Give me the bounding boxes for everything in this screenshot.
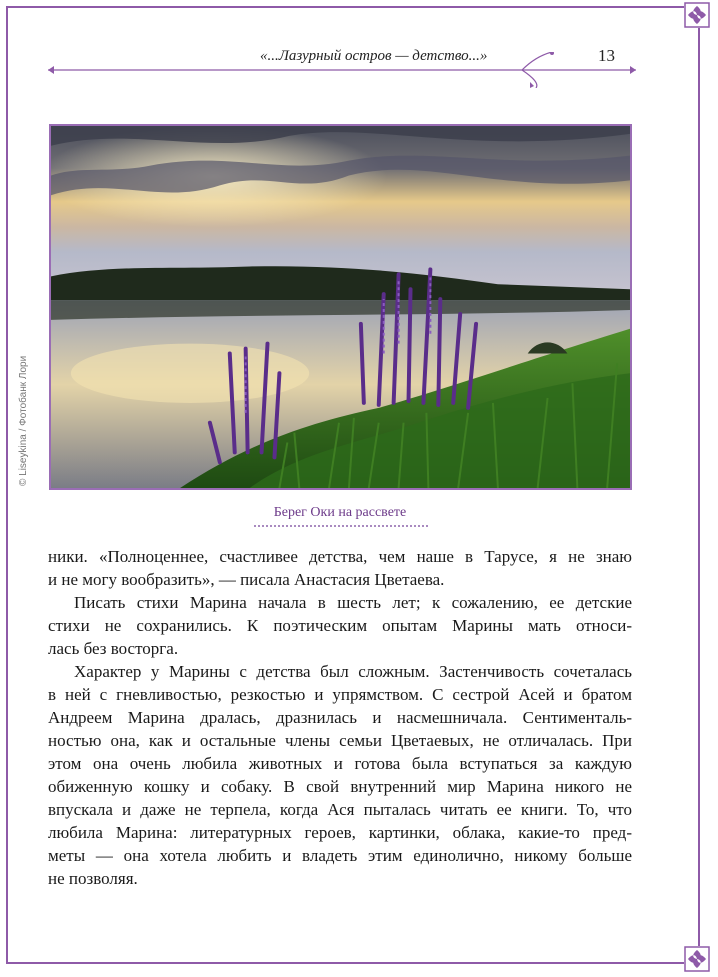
text-line: Андреем Марина дралась, дразнилась и насмешничала. Сентименталь- (48, 708, 632, 727)
text-line: в ней с гневливостью, резкостью и упрямством. С сестрой Асей и братом (48, 685, 632, 704)
paragraph (48, 545, 632, 591)
photo-illustration (51, 126, 630, 488)
ornament-icon (684, 2, 710, 28)
photo-caption: Берег Оки на рассвете (273, 505, 407, 520)
caption-dotted-rule (254, 525, 428, 527)
text-line: стихи не сохранились. К поэтическим опытам Марины мать относи- (48, 616, 632, 635)
paragraph (48, 591, 632, 660)
text-line: ники. «Полноценнее, счастливее детства, чем наше в Тарусе, я не знаю (48, 547, 632, 566)
text-line: обиженную кошку и собаку. В свой внутренний мир Марина никого не (48, 777, 632, 796)
paragraph (48, 660, 632, 890)
text-line: не позволяя. (48, 869, 138, 888)
running-title: «...Лазурный остров — детство...» (260, 48, 488, 64)
body-text (48, 545, 632, 890)
photo-credit: © Liseykina / Фотобанк Лори (18, 355, 29, 486)
text-line: ностью она, как и остальные члены семьи Цветаевых, не отличалась. При (48, 731, 632, 750)
page-number: 13 (598, 46, 615, 65)
corner-ornament-top-right (684, 2, 710, 28)
text-line: этом она очень любила животных и готова была вступаться за каждую (48, 754, 632, 773)
text-line: Писать стихи Марина начала в шесть лет; к сожалению, ее детские (74, 593, 632, 612)
text-line: меты — она хотела любить и владеть этим единолично, никому больше (48, 846, 632, 865)
landscape-photo (49, 124, 632, 490)
text-line: Характер у Марины с детства был сложным. Застенчивость сочеталась (74, 662, 632, 681)
corner-ornament-bottom-right (684, 946, 710, 972)
ornament-icon (684, 946, 710, 972)
text-line: и не могу вообразить», — писала Анастасия Цветаева. (48, 570, 445, 589)
text-line: лась без восторга. (48, 639, 179, 658)
text-line: любила Марина: литературных героев, картинки, облака, какие-то пред- (48, 823, 632, 842)
text-line: впускала и даже не терпела, когда Ася пыталась читать ее книги. То, что (48, 800, 632, 819)
